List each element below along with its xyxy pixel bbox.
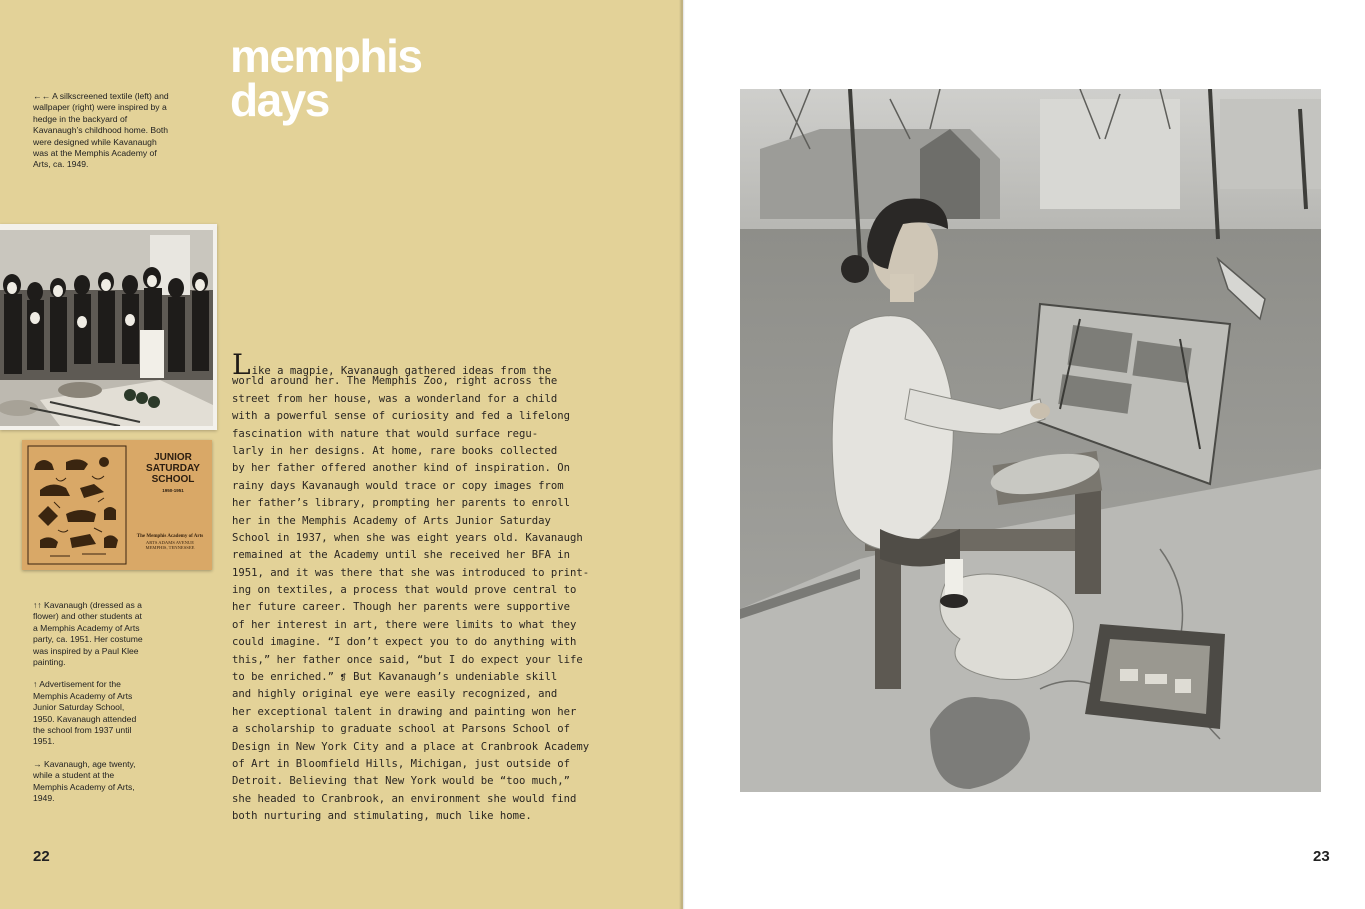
kavanaugh-portrait-photo <box>740 89 1321 792</box>
body-line: rainy days Kavanaugh would trace or copy images from <box>232 479 564 492</box>
ad-title <box>142 452 204 485</box>
drop-cap: L <box>232 348 251 381</box>
caption-portrait: → Kavanaugh, age twenty, while a student at the Memphis Academy of Arts, 1949. <box>33 758 136 804</box>
captions-photos <box>33 600 145 816</box>
body-line: to be enriched.” ❡ But Kavanaugh’s undeniable skill <box>232 671 558 684</box>
body-line: street from her house, was a wonderland for a child <box>232 392 558 405</box>
chapter-title-line1: memphis <box>230 30 422 82</box>
body-line: School in 1937, when she was eight years old. Kavanaugh <box>232 531 583 544</box>
body-line: her exceptional talent in drawing and painting won her <box>232 705 577 718</box>
body-line: a scholarship to graduate school at Parsons School of <box>232 723 571 736</box>
ad-title-line2: SATURDAY <box>146 463 200 474</box>
chapter-title <box>230 30 422 126</box>
junior-saturday-school-advertisement <box>22 440 212 570</box>
ad-address-line1: ARTS ADAMS AVENUE <box>145 539 195 545</box>
party-photo-image <box>0 230 213 426</box>
ad-years: 1950-1951 <box>162 488 184 493</box>
body-line: she headed to Cranbrook, an environment she would find <box>232 792 577 805</box>
body-line: her in the Memphis Academy of Arts Junior Saturday <box>232 514 551 527</box>
body-line: Detroit. Believing that New York would be “too much,” <box>232 775 571 788</box>
body-line: ing on textiles, a process that would prove central to <box>232 584 577 597</box>
body-line: Design in New York City and a place at Cranbrook Academy <box>232 740 590 753</box>
body-line: of her interest in art, there were limits to what they <box>232 618 577 631</box>
body-line: this,” her father once said, “but I do expect your life <box>232 653 583 666</box>
body-line: her father’s library, prompting her parents to enroll <box>232 497 571 510</box>
body-line: and highly original eye were easily recognized, and <box>232 688 558 701</box>
body-line: world around her. The Memphis Zoo, right across the <box>232 375 558 388</box>
page-number-right: 23 <box>1313 848 1330 865</box>
ad-school-name: The Memphis Academy of Arts <box>136 534 204 539</box>
ad-title-line3: SCHOOL <box>151 474 195 485</box>
ad-footer <box>132 534 208 551</box>
ad-address-line2: MEMPHIS, TENNESSEE <box>145 545 195 551</box>
chapter-title-line2: days <box>230 74 329 126</box>
portrait-photo-image <box>740 89 1321 792</box>
animal-drawings-illustration <box>26 444 128 566</box>
body-line: both nurturing and stimulating, much like home. <box>232 810 532 823</box>
body-line: 1951, and it was there that she was introduced to print- <box>232 566 590 579</box>
body-line <box>232 348 632 381</box>
ad-title-line1: JUNIOR <box>154 452 192 463</box>
caption-advertisement: ↑ Advertisement for the Memphis Academy of Arts Junior Saturday School, 1950. Kavanaugh attended the school from 1937 until 1951. <box>33 679 137 747</box>
body-line: by her father offered another kind of inspiration. On <box>232 462 571 475</box>
body-line: of Art in Bloomfield Hills, Michigan, just outside of <box>232 757 571 770</box>
caption-textile-wallpaper: ←← A silkscreened textile (left) and wallpaper (right) were inspired by a hedge in the backyard of Kavanaugh’s childhood home. Both were designed while Kavanaugh was at the Memphis Academy of Arts, ca. 1949. <box>33 91 169 170</box>
body-line: her future career. Though her parents were supportive <box>232 601 571 614</box>
caption-party: ↑↑ Kavanaugh (dressed as a flower) and other students at a Memphis Academy of Arts party, ca. 1951. Her costume was inspired by a Paul Klee painting. <box>33 600 143 668</box>
page-number-left: 22 <box>33 848 50 865</box>
body-line: larly in her designs. At home, rare books collected <box>232 444 558 457</box>
body-text <box>232 348 632 826</box>
body-line: fascination with nature that would surface regu- <box>232 427 539 440</box>
body-line: could imagine. “I don’t expect you to do anything with <box>232 636 577 649</box>
body-line-text: ike a magpie, Kavanaugh gathered ideas from the <box>251 365 552 377</box>
party-photo <box>0 224 217 430</box>
body-line: with a powerful sense of curiosity and fed a lifelong <box>232 410 571 423</box>
body-line: remained at the Academy until she received her BFA in <box>232 549 571 562</box>
